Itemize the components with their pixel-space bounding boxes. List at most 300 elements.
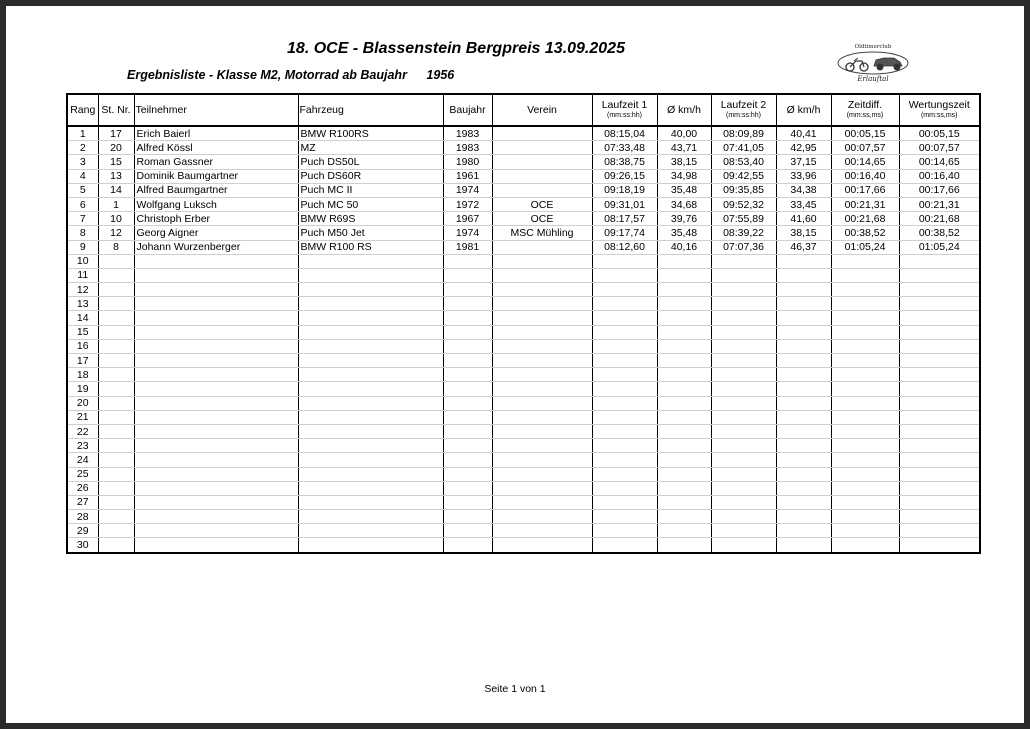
cell-laufzeit-1: 08:17,57: [592, 212, 657, 226]
cell-teilnehmer: [134, 254, 298, 268]
cell-kmh-2: [776, 311, 831, 325]
cell-wertungszeit: [899, 339, 980, 353]
column-header-label: Fahrzeug: [299, 103, 344, 116]
cell-teilnehmer: [134, 410, 298, 424]
cell-zeitdiff: [831, 254, 899, 268]
table-row: [67, 339, 980, 353]
cell-verein: [492, 354, 592, 368]
cell-laufzeit-1: 07:33,48: [592, 141, 657, 155]
cell-verein: [492, 155, 592, 169]
cell-st-nr: 17: [98, 126, 134, 141]
cell-kmh-1: [657, 382, 711, 396]
cell-wertungszeit: 00:38,52: [899, 226, 980, 240]
cell-verein: [492, 240, 592, 254]
cell-kmh-1: 34,98: [657, 169, 711, 183]
cell-fahrzeug: BMW R100 RS: [298, 240, 443, 254]
cell-kmh-2: [776, 268, 831, 282]
cell-baujahr: [443, 495, 492, 509]
logo-top-text: Oldtimerclub: [854, 44, 892, 50]
table-row: [67, 439, 980, 453]
cell-st-nr: 14: [98, 183, 134, 197]
cell-rang: 12: [67, 283, 98, 297]
cell-kmh-2: 38,15: [776, 226, 831, 240]
cell-baujahr: 1972: [443, 197, 492, 211]
cell-fahrzeug: [298, 297, 443, 311]
cell-rang: 11: [67, 268, 98, 282]
cell-kmh-1: [657, 268, 711, 282]
cell-st-nr: [98, 467, 134, 481]
cell-teilnehmer: [134, 311, 298, 325]
cell-baujahr: [443, 268, 492, 282]
cell-zeitdiff: [831, 368, 899, 382]
cell-teilnehmer: [134, 339, 298, 353]
cell-baujahr: [443, 354, 492, 368]
cell-baujahr: 1983: [443, 126, 492, 141]
cell-verein: [492, 467, 592, 481]
cell-baujahr: [443, 339, 492, 353]
cell-teilnehmer: [134, 510, 298, 524]
table-row: [67, 467, 980, 481]
cell-fahrzeug: [298, 424, 443, 438]
column-header-label: Wertungszeit: [908, 99, 970, 111]
cell-kmh-1: [657, 368, 711, 382]
table-row: [67, 155, 980, 169]
cell-zeitdiff: [831, 297, 899, 311]
cell-baujahr: [443, 396, 492, 410]
cell-laufzeit-1: [592, 325, 657, 339]
cell-laufzeit-2: [711, 368, 776, 382]
cell-wertungszeit: 01:05,24: [899, 240, 980, 254]
cell-kmh-1: 38,15: [657, 155, 711, 169]
cell-zeitdiff: [831, 410, 899, 424]
cell-wertungszeit: [899, 325, 980, 339]
cell-st-nr: [98, 254, 134, 268]
cell-kmh-2: 46,37: [776, 240, 831, 254]
cell-zeitdiff: 01:05,24: [831, 240, 899, 254]
document-title: 18. OCE - Blassenstein Bergpreis 13.09.2025: [287, 40, 625, 57]
cell-wertungszeit: 00:07,57: [899, 141, 980, 155]
cell-laufzeit-2: [711, 410, 776, 424]
cell-wertungszeit: 00:05,15: [899, 126, 980, 141]
cell-laufzeit-1: [592, 424, 657, 438]
cell-kmh-1: [657, 339, 711, 353]
cell-laufzeit-2: [711, 325, 776, 339]
cell-laufzeit-1: 08:12,60: [592, 240, 657, 254]
table-row: [67, 453, 980, 467]
column-header-label: Ø km/h: [667, 103, 701, 116]
club-logo: [834, 42, 912, 88]
cell-laufzeit-1: 09:18,19: [592, 183, 657, 197]
cell-rang: 25: [67, 467, 98, 481]
cell-rang: 20: [67, 396, 98, 410]
cell-teilnehmer: [134, 439, 298, 453]
cell-laufzeit-1: [592, 396, 657, 410]
cell-kmh-1: [657, 396, 711, 410]
cell-verein: [492, 439, 592, 453]
cell-zeitdiff: [831, 283, 899, 297]
cell-st-nr: 20: [98, 141, 134, 155]
cell-wertungszeit: [899, 254, 980, 268]
cell-zeitdiff: [831, 495, 899, 509]
column-header-label: Zeitdiff.: [847, 99, 883, 111]
cell-kmh-1: 35,48: [657, 183, 711, 197]
cell-wertungszeit: [899, 283, 980, 297]
cell-baujahr: 1981: [443, 240, 492, 254]
cell-fahrzeug: [298, 524, 443, 538]
cell-laufzeit-2: 09:52,32: [711, 197, 776, 211]
cell-kmh-1: [657, 297, 711, 311]
cell-baujahr: 1967: [443, 212, 492, 226]
cell-baujahr: [443, 311, 492, 325]
column-header-st-nr: [98, 94, 134, 126]
cell-kmh-2: 33,45: [776, 197, 831, 211]
cell-rang: 26: [67, 481, 98, 495]
cell-laufzeit-2: [711, 538, 776, 553]
cell-rang: 1: [67, 126, 98, 141]
cell-wertungszeit: [899, 495, 980, 509]
column-header-kmh-2: [776, 94, 831, 126]
cell-rang: 5: [67, 183, 98, 197]
cell-laufzeit-1: [592, 297, 657, 311]
cell-kmh-2: 37,15: [776, 155, 831, 169]
cell-kmh-2: [776, 439, 831, 453]
cell-laufzeit-2: [711, 510, 776, 524]
cell-fahrzeug: [298, 382, 443, 396]
cell-baujahr: [443, 325, 492, 339]
cell-verein: [492, 268, 592, 282]
cell-fahrzeug: [298, 538, 443, 553]
cell-rang: 14: [67, 311, 98, 325]
cell-laufzeit-2: [711, 283, 776, 297]
table-row: [67, 126, 980, 141]
cell-wertungszeit: [899, 354, 980, 368]
cell-kmh-2: 42,95: [776, 141, 831, 155]
cell-rang: 24: [67, 453, 98, 467]
cell-kmh-2: 34,38: [776, 183, 831, 197]
cell-kmh-2: 40,41: [776, 126, 831, 141]
cell-zeitdiff: [831, 424, 899, 438]
table-row: [67, 481, 980, 495]
cell-laufzeit-2: [711, 339, 776, 353]
cell-wertungszeit: 00:21,68: [899, 212, 980, 226]
cell-kmh-1: 40,00: [657, 126, 711, 141]
cell-kmh-1: [657, 524, 711, 538]
column-header-label: Rang: [70, 103, 96, 116]
motorcycle-car-icon: [836, 51, 910, 75]
cell-kmh-2: [776, 410, 831, 424]
cell-kmh-2: [776, 396, 831, 410]
cell-fahrzeug: [298, 311, 443, 325]
cell-laufzeit-2: [711, 481, 776, 495]
cell-kmh-2: [776, 510, 831, 524]
cell-laufzeit-2: 07:55,89: [711, 212, 776, 226]
cell-zeitdiff: 00:05,15: [831, 126, 899, 141]
cell-verein: [492, 495, 592, 509]
table-row: [67, 382, 980, 396]
cell-fahrzeug: [298, 396, 443, 410]
cell-wertungszeit: 00:21,31: [899, 197, 980, 211]
cell-kmh-2: [776, 325, 831, 339]
cell-fahrzeug: [298, 481, 443, 495]
cell-teilnehmer: Christoph Erber: [134, 212, 298, 226]
cell-kmh-2: [776, 538, 831, 553]
cell-baujahr: 1974: [443, 183, 492, 197]
cell-kmh-1: [657, 283, 711, 297]
cell-fahrzeug: [298, 368, 443, 382]
cell-teilnehmer: [134, 424, 298, 438]
cell-fahrzeug: [298, 510, 443, 524]
cell-rang: 28: [67, 510, 98, 524]
cell-st-nr: 12: [98, 226, 134, 240]
cell-st-nr: [98, 339, 134, 353]
cell-rang: 23: [67, 439, 98, 453]
cell-wertungszeit: 00:17,66: [899, 183, 980, 197]
cell-kmh-2: [776, 467, 831, 481]
cell-rang: 30: [67, 538, 98, 553]
cell-kmh-2: [776, 368, 831, 382]
cell-rang: 10: [67, 254, 98, 268]
column-header-verein: [492, 94, 592, 126]
column-header-zeitdiff: [831, 94, 899, 126]
cell-kmh-1: 40,16: [657, 240, 711, 254]
cell-laufzeit-2: [711, 524, 776, 538]
cell-teilnehmer: [134, 538, 298, 553]
cell-fahrzeug: [298, 339, 443, 353]
cell-fahrzeug: [298, 283, 443, 297]
cell-fahrzeug: Puch DS50L: [298, 155, 443, 169]
table-header-row: [67, 94, 980, 126]
cell-st-nr: [98, 382, 134, 396]
column-header-rang: [67, 94, 98, 126]
cell-laufzeit-1: [592, 524, 657, 538]
cell-verein: [492, 538, 592, 553]
cell-baujahr: [443, 453, 492, 467]
cell-teilnehmer: Johann Wurzenberger: [134, 240, 298, 254]
cell-verein: [492, 311, 592, 325]
cell-laufzeit-2: [711, 354, 776, 368]
cell-baujahr: 1983: [443, 141, 492, 155]
column-header-unit: (mm:ss:hh): [726, 112, 761, 119]
cell-st-nr: 8: [98, 240, 134, 254]
cell-st-nr: [98, 495, 134, 509]
logo-bottom-text: Erlauftal: [857, 75, 889, 83]
cell-rang: 9: [67, 240, 98, 254]
cell-zeitdiff: 00:16,40: [831, 169, 899, 183]
cell-st-nr: [98, 283, 134, 297]
cell-laufzeit-2: 07:41,05: [711, 141, 776, 155]
cell-fahrzeug: MZ: [298, 141, 443, 155]
cell-kmh-1: [657, 453, 711, 467]
cell-teilnehmer: [134, 396, 298, 410]
cell-st-nr: [98, 453, 134, 467]
cell-zeitdiff: [831, 538, 899, 553]
table-row: [67, 212, 980, 226]
cell-rang: 17: [67, 354, 98, 368]
cell-fahrzeug: BMW R100RS: [298, 126, 443, 141]
cell-laufzeit-1: 09:17,74: [592, 226, 657, 240]
cell-wertungszeit: [899, 524, 980, 538]
cell-verein: [492, 325, 592, 339]
cell-kmh-1: 43,71: [657, 141, 711, 155]
cell-zeitdiff: 00:07,57: [831, 141, 899, 155]
table-row: [67, 240, 980, 254]
cell-st-nr: [98, 524, 134, 538]
cell-laufzeit-1: [592, 354, 657, 368]
cell-kmh-2: [776, 453, 831, 467]
cell-fahrzeug: [298, 354, 443, 368]
cell-baujahr: [443, 424, 492, 438]
cell-laufzeit-1: 08:38,75: [592, 155, 657, 169]
cell-verein: [492, 126, 592, 141]
subtitle-year: 1956: [426, 68, 455, 82]
table-row: [67, 354, 980, 368]
column-header-label: Laufzeit 1: [601, 99, 648, 111]
cell-teilnehmer: [134, 467, 298, 481]
cell-wertungszeit: [899, 538, 980, 553]
cell-verein: [492, 410, 592, 424]
cell-rang: 3: [67, 155, 98, 169]
cell-kmh-1: 34,68: [657, 197, 711, 211]
cell-teilnehmer: [134, 481, 298, 495]
cell-teilnehmer: Erich Baierl: [134, 126, 298, 141]
cell-fahrzeug: [298, 254, 443, 268]
cell-kmh-1: [657, 424, 711, 438]
cell-laufzeit-2: [711, 453, 776, 467]
cell-laufzeit-2: 08:53,40: [711, 155, 776, 169]
cell-rang: 29: [67, 524, 98, 538]
cell-wertungszeit: [899, 481, 980, 495]
cell-st-nr: [98, 354, 134, 368]
cell-fahrzeug: [298, 439, 443, 453]
cell-laufzeit-2: [711, 396, 776, 410]
cell-kmh-2: [776, 495, 831, 509]
cell-wertungszeit: [899, 396, 980, 410]
results-table: [66, 93, 981, 554]
cell-baujahr: [443, 524, 492, 538]
cell-verein: [492, 481, 592, 495]
cell-baujahr: [443, 254, 492, 268]
page-number: Seite 1 von 1: [484, 683, 546, 695]
cell-rang: 4: [67, 169, 98, 183]
cell-baujahr: 1961: [443, 169, 492, 183]
cell-verein: [492, 524, 592, 538]
cell-laufzeit-2: 09:42,55: [711, 169, 776, 183]
cell-teilnehmer: [134, 268, 298, 282]
table-row: [67, 169, 980, 183]
cell-laufzeit-2: 08:09,89: [711, 126, 776, 141]
cell-zeitdiff: [831, 311, 899, 325]
cell-baujahr: [443, 467, 492, 481]
subtitle-text: Ergebnisliste - Klasse M2, Motorrad ab Baujahr: [127, 68, 407, 82]
cell-kmh-2: [776, 481, 831, 495]
cell-baujahr: [443, 439, 492, 453]
table-row: [67, 283, 980, 297]
cell-laufzeit-1: [592, 481, 657, 495]
document-page: [6, 6, 1024, 723]
column-header-laufzeit-1: [592, 94, 657, 126]
cell-wertungszeit: 00:14,65: [899, 155, 980, 169]
cell-laufzeit-1: [592, 254, 657, 268]
cell-kmh-1: [657, 325, 711, 339]
cell-kmh-2: [776, 424, 831, 438]
cell-kmh-2: [776, 354, 831, 368]
table-row: [67, 311, 980, 325]
column-header-laufzeit-2: [711, 94, 776, 126]
cell-st-nr: [98, 439, 134, 453]
cell-teilnehmer: [134, 354, 298, 368]
cell-laufzeit-1: [592, 339, 657, 353]
cell-rang: 15: [67, 325, 98, 339]
cell-baujahr: [443, 481, 492, 495]
cell-kmh-2: [776, 339, 831, 353]
cell-rang: 6: [67, 197, 98, 211]
cell-zeitdiff: 00:17,66: [831, 183, 899, 197]
cell-baujahr: 1980: [443, 155, 492, 169]
cell-fahrzeug: [298, 467, 443, 481]
table-row: [67, 524, 980, 538]
cell-zeitdiff: [831, 524, 899, 538]
cell-laufzeit-1: [592, 283, 657, 297]
cell-kmh-1: [657, 495, 711, 509]
table-row: [67, 197, 980, 211]
table-row: [67, 424, 980, 438]
table-row: [67, 538, 980, 553]
cell-kmh-1: [657, 410, 711, 424]
cell-st-nr: 1: [98, 197, 134, 211]
table-row: [67, 183, 980, 197]
column-header-unit: (mm:ss,ms): [846, 112, 884, 119]
column-header-unit: (mm:ss:hh): [607, 112, 642, 119]
cell-baujahr: 1974: [443, 226, 492, 240]
cell-st-nr: 13: [98, 169, 134, 183]
cell-verein: [492, 339, 592, 353]
cell-kmh-2: [776, 382, 831, 396]
cell-verein: [492, 368, 592, 382]
cell-kmh-1: [657, 510, 711, 524]
cell-rang: 2: [67, 141, 98, 155]
cell-laufzeit-1: [592, 368, 657, 382]
table-row: [67, 297, 980, 311]
cell-wertungszeit: [899, 368, 980, 382]
document-subtitle: [127, 68, 454, 82]
cell-fahrzeug: [298, 410, 443, 424]
cell-laufzeit-2: [711, 254, 776, 268]
cell-zeitdiff: [831, 268, 899, 282]
table-row: [67, 368, 980, 382]
cell-baujahr: [443, 538, 492, 553]
cell-st-nr: [98, 325, 134, 339]
cell-teilnehmer: [134, 524, 298, 538]
cell-laufzeit-1: [592, 495, 657, 509]
cell-zeitdiff: [831, 439, 899, 453]
cell-baujahr: [443, 382, 492, 396]
cell-teilnehmer: [134, 495, 298, 509]
cell-baujahr: [443, 297, 492, 311]
cell-st-nr: [98, 368, 134, 382]
cell-kmh-2: [776, 297, 831, 311]
cell-verein: [492, 283, 592, 297]
cell-kmh-1: [657, 354, 711, 368]
cell-st-nr: [98, 297, 134, 311]
table-row: [67, 510, 980, 524]
cell-zeitdiff: 00:21,31: [831, 197, 899, 211]
cell-wertungszeit: [899, 311, 980, 325]
cell-st-nr: [98, 481, 134, 495]
cell-teilnehmer: [134, 453, 298, 467]
cell-zeitdiff: 00:14,65: [831, 155, 899, 169]
cell-laufzeit-1: 09:26,15: [592, 169, 657, 183]
cell-kmh-2: 41,60: [776, 212, 831, 226]
